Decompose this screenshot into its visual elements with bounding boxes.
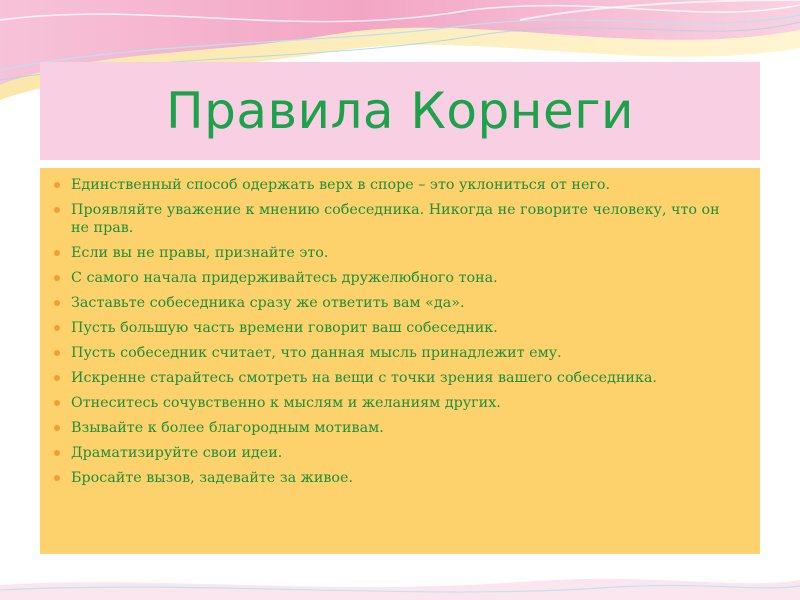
bullet-item <box>52 201 740 237</box>
bullet-item <box>52 469 740 487</box>
bullet-item <box>52 294 740 312</box>
bullet-marker-icon <box>54 475 60 481</box>
bullet-text: Пусть большую часть времени говорит ваш собеседник. <box>71 320 498 336</box>
bullet-text: Отнеситесь сочувственно к мыслям и желаниям других. <box>71 395 501 411</box>
bullet-marker-icon <box>54 350 60 356</box>
bullet-text: Единственный способ одержать верх в споре – это уклониться от него. <box>71 177 611 193</box>
bullet-text: Искренне старайтесь смотреть на вещи с точки зрения вашего собеседника. <box>71 370 657 386</box>
bullet-text: Драматизируйте свои идеи. <box>71 445 283 461</box>
bullet-marker-icon <box>54 275 60 281</box>
bullet-marker-icon <box>54 450 60 456</box>
bullet-marker-icon <box>54 250 60 256</box>
bullet-item <box>52 176 740 194</box>
bullet-item <box>52 419 740 437</box>
bullet-text: Проявляйте уважение к мнению собеседника. Никогда не говорите человеку, что он не прав. <box>71 202 720 236</box>
bullet-marker-icon <box>54 182 60 188</box>
bullet-item <box>52 244 740 262</box>
bullet-text: С самого начала придерживайтесь дружелюбного тона. <box>71 270 498 286</box>
bullet-marker-icon <box>54 400 60 406</box>
bullet-text: Если вы не правы, признайте это. <box>71 245 329 261</box>
bullet-item <box>52 319 740 337</box>
bullet-item <box>52 394 740 412</box>
bullet-item <box>52 269 740 287</box>
bullet-marker-icon <box>54 425 60 431</box>
bullet-marker-icon <box>54 207 60 213</box>
bullet-item <box>52 444 740 462</box>
content-panel <box>40 168 760 554</box>
slide-title: Правила Корнеги <box>166 82 634 140</box>
bullet-marker-icon <box>54 325 60 331</box>
bullet-text: Бросайте вызов, задевайте за живое. <box>71 470 354 486</box>
bullet-marker-icon <box>54 375 60 381</box>
bullet-text: Взывайте к более благородным мотивам. <box>71 420 384 436</box>
title-banner <box>40 62 760 160</box>
bullet-list <box>40 168 760 487</box>
bullet-text: Заставьте собеседника сразу же ответить вам «да». <box>71 295 465 311</box>
bullet-item <box>52 369 740 387</box>
bullet-marker-icon <box>54 300 60 306</box>
bullet-item <box>52 344 740 362</box>
bullet-text: Пусть собеседник считает, что данная мысль принадлежит ему. <box>71 345 562 361</box>
